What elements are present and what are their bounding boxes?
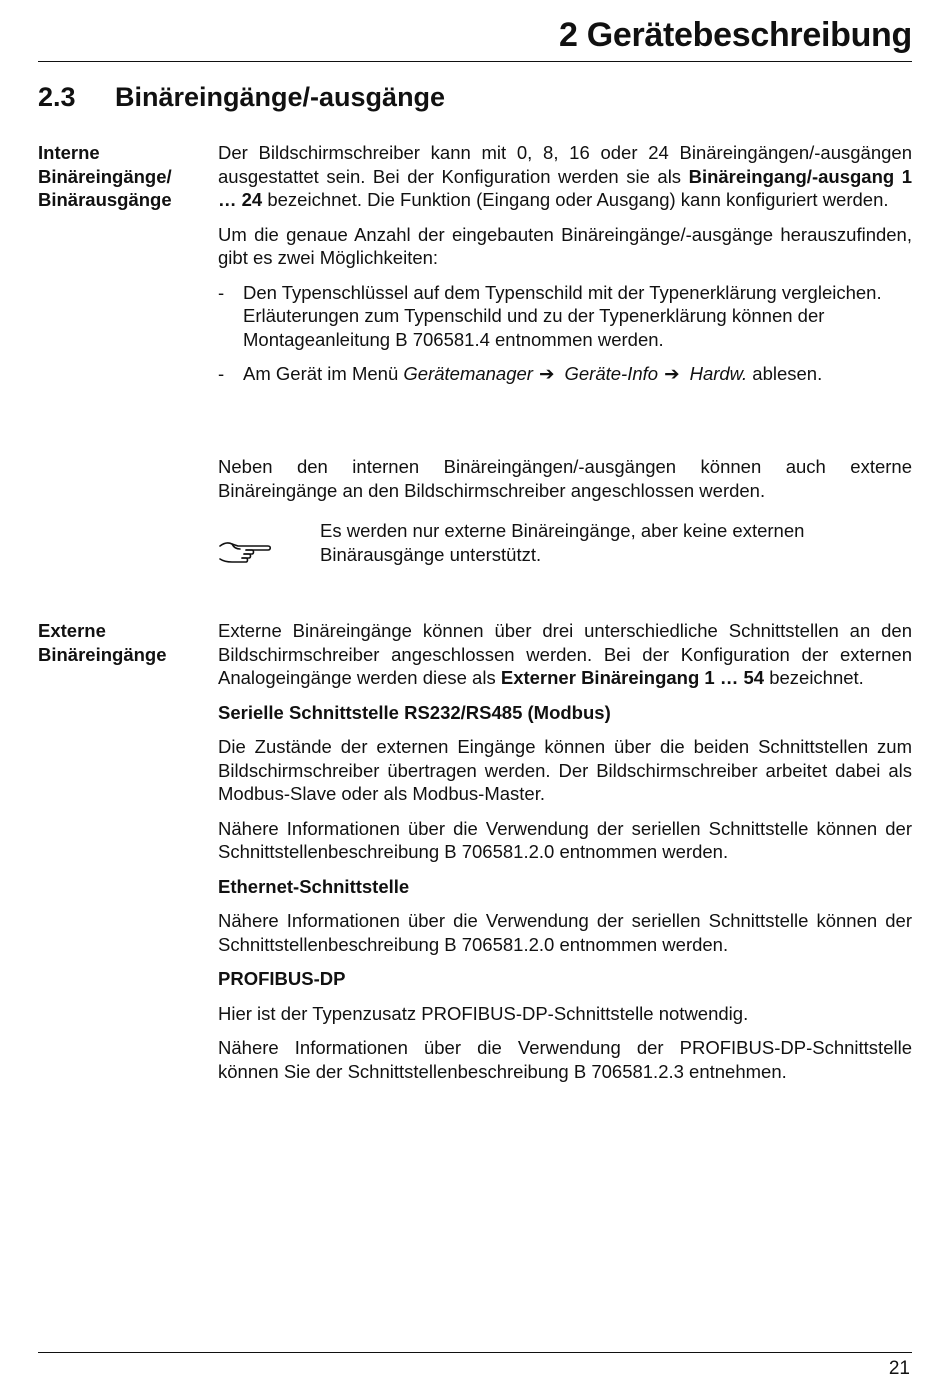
config-term-bold: Binäreingang/-ausgang 1 … 24 (218, 165, 912, 210)
internal-body-2 (218, 455, 912, 513)
header-rule (38, 61, 912, 62)
text-run: bezeichnet. (764, 667, 864, 688)
text-run: bezeichnet. Die Funktion (Eingang oder Ausgang) kann konfiguriert werden. (262, 189, 889, 210)
text-run: Externe Binäreingänge können über drei unterschiedliche Schnittstellen an den Bildschirmschreiber angeschlossen werden. Bei der Konfiguration der externen Analogeingänge werden diese als (218, 620, 912, 688)
internal-paragraph-2: Um die genaue Anzahl der eingebauten Binäreingänge/-ausgänge herauszufinden, gibt es zwei Möglichkeiten: (218, 223, 912, 268)
section-heading (38, 82, 445, 113)
serial-paragraph-2: Nähere Informationen über die Verwendung der seriellen Schnittstelle können der Schnittstellenbeschreibung B 706581.2.0 entnommen werden. (218, 817, 912, 862)
page-number: 21 (888, 1358, 910, 1379)
internal-paragraph-1 (218, 141, 912, 212)
config-term-bold: Externer Binäreingang 1 … 54 (500, 667, 765, 688)
subheading-profibus: PROFIBUS-DP (218, 968, 346, 989)
text-run: Der Bildschirmschreiber kann mit 0, 8, 16 oder 24 Binäreingängen/-ausgängen ausgestattet sein. Bei der Konfiguration werden sie als (218, 142, 912, 187)
menu-path-item: Gerätemanager (403, 363, 533, 384)
list-item-text: ablesen. (747, 363, 823, 384)
side-label-line: Binäreingänge (38, 643, 167, 665)
subheading-ethernet: Ethernet-Schnittstelle (218, 875, 410, 897)
side-label-line: Externe (38, 620, 106, 641)
list-dash: - (218, 281, 225, 303)
profibus-paragraph-2: Nähere Informationen über die Verwendung der PROFIBUS-DP-Schnittstelle können Sie der Schnittstellenbeschreibung B 706581.2.3 entnehmen. (218, 1037, 912, 1082)
menu-path-item: Hardw. (689, 363, 748, 384)
list-item (218, 362, 888, 386)
arrow-right-icon: ➔ (538, 363, 555, 384)
subheading-serial: Serielle Schnittstelle RS232/RS485 (Modbus) (218, 701, 611, 723)
side-label-line: Binäreingänge/ (38, 165, 172, 187)
serial-paragraph-1: Die Zustände der externen Eingänge können über die beiden Schnittstellen zum Bildschirmschreiber übertragen werden. Der Bildschirmschreiber arbeitet dabei als Modbus-Slave oder als Modbus-Master. (218, 736, 912, 804)
note-text: Es werden nur externe Binäreingänge, aber keine externen Binärausgänge unterstützt. (320, 520, 805, 565)
chapter-title: 2 Gerätebeschreibung (558, 16, 912, 54)
list-item-text: Am Gerät im Menü (243, 363, 404, 384)
internal-paragraph-3: Neben den internen Binäreingängen/-ausgängen können auch externe Binäreingänge an den Bildschirmschreiber angeschlossen werden. (218, 456, 912, 501)
external-paragraph-1 (218, 619, 912, 690)
internal-body (218, 141, 912, 397)
footer-rule (38, 1352, 912, 1353)
side-label-internal (38, 141, 172, 212)
section-number: 2.3 (38, 82, 76, 112)
section-title: Binäreingänge/-ausgänge (115, 82, 446, 112)
profibus-paragraph-1: Hier ist der Typenzusatz PROFIBUS-DP-Schnittstelle notwendig. (218, 1002, 749, 1024)
list-dash: - (218, 363, 225, 384)
side-label-line: Binärausgänge (38, 189, 172, 210)
list-item-text: Den Typenschlüssel auf dem Typenschild mit der Typenerklärung vergleichen. Erläuterungen zum Typenschild und zu der Typenerklärung können der Montageanleitung B 706581.4 entnommen werden. (243, 281, 882, 350)
arrow-right-icon: ➔ (664, 363, 680, 384)
side-label-external (38, 619, 167, 666)
options-list (218, 281, 912, 386)
external-body (218, 619, 912, 1094)
side-label-line: Interne (38, 142, 100, 163)
pointing-hand-icon (218, 534, 274, 568)
ethernet-paragraph: Nähere Informationen über die Verwendung der seriellen Schnittstelle können der Schnittstellenbeschreibung B 706581.2.0 entnommen werden. (218, 910, 912, 955)
list-item (218, 281, 888, 352)
menu-path-item: Geräte-Info (564, 363, 659, 384)
